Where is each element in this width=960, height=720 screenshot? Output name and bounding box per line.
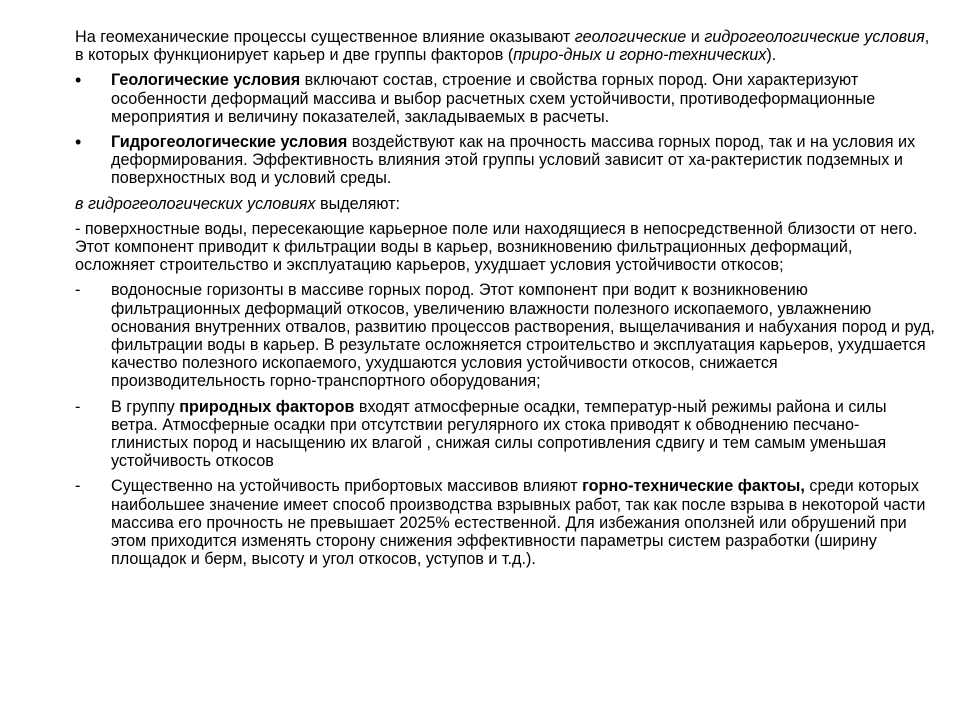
hydro-intro-italic: в гидрогеологических условиях bbox=[75, 194, 316, 213]
bullet-marker bbox=[75, 71, 95, 90]
technical-factors-text-2: среди которых наибольшее значение имеет способ производства взрывных работ, так как после взрыва в некоторой части массива его прочность не превышает 2025% естественной. Для избежания оползней или обрушений при этом приходится изменять сторону снижения эффективности параметры систем разработки (ширину площадок и берм, высоту и угол откосов, уступов и т.д.). bbox=[111, 477, 926, 569]
technical-factors-heading: горно-технические фактоы, bbox=[582, 477, 805, 496]
technical-factors-text-1: Существенно на устойчивость прибортовых массивов влияют bbox=[111, 477, 583, 496]
dash-marker: - bbox=[75, 281, 81, 300]
natural-factors-heading: природных факторов bbox=[179, 397, 355, 416]
hydro-intro-line bbox=[75, 195, 935, 213]
bullet-marker bbox=[75, 133, 95, 152]
bullet-geological-conditions bbox=[75, 71, 935, 126]
bullet-hydrogeological-conditions bbox=[75, 133, 935, 188]
geological-conditions-text: включают состав, строение и свойства горных пород. Они характеризуют особенности деформаций массива и выбор расчетных схем устойчивости, противодеформационные мероприятия и величину показателей, закладываемых в расчеты. bbox=[111, 71, 876, 126]
dash-item-aquifers bbox=[75, 281, 935, 390]
hydro-intro-text: выделяют: bbox=[315, 194, 401, 213]
dash-item-natural-factors bbox=[75, 398, 935, 471]
hydrogeological-conditions-text: воздействуют как на прочность массива горных пород, так и на условия их деформирования. Эффективность влияния этой группы условий зависит от ха-рактеристик подземных и поверхностных вод и условий среды. bbox=[111, 133, 916, 188]
bullet-dot-glyph: • bbox=[75, 70, 82, 91]
intro-paragraph bbox=[75, 28, 935, 64]
dash-marker: - bbox=[75, 477, 81, 496]
natural-factors-text-2: входят атмосферные осадки, температур-ный режимы района и силы ветра. Атмосферные осадки при отсутствии регулярного их стока приводят к обводнению песчано-глинистых пород и насыщению их влагой , снижая силы сопротивления сдвигу и тем самым уменьшая устойчивость откосов bbox=[111, 397, 887, 471]
slide-body bbox=[75, 28, 935, 575]
intro-text-4: ). bbox=[766, 46, 777, 65]
aquifers-text: водоносные горизонты в массиве горных пород. Этот компонент при водит к возникновению фильтрационных деформаций откосов, увеличению влажности полезного ископаемого, увлажнению основания внутренних отвалов, развитию процессов растворения, выщелачивания и набухания пород и руд, фильтрации воды в карьер. В результате осложняется строительство и эксплуатация карьеров, ухудшается качество полезного ископаемого, ухудшаются условия устойчивости откосов, снижается производительность горно-транспортного оборудования; bbox=[111, 281, 935, 391]
intro-hydrogeological-term: гидрогеологические условия bbox=[704, 28, 925, 46]
dash-marker: - bbox=[75, 397, 81, 416]
bullet-dot-glyph: • bbox=[75, 132, 82, 153]
intro-text-2: и bbox=[686, 28, 705, 46]
dash-item-technical-factors bbox=[75, 477, 935, 568]
intro-geological-term: геологические bbox=[574, 28, 687, 46]
hydrogeological-conditions-heading: Гидрогеологические условия bbox=[111, 133, 348, 152]
intro-text-3: , в которых функционирует карьер и две группы факторов ( bbox=[75, 28, 930, 65]
intro-factor-groups-term: приро-дных и горно-технических bbox=[513, 46, 767, 65]
intro-text-1: На геомеханические процессы существенное влияние оказывают bbox=[75, 28, 575, 46]
natural-factors-text-1: В группу bbox=[111, 397, 180, 416]
surface-water-paragraph: - поверхностные воды, пересекающие карьерное поле или находящиеся в непосредственной близости от него. Этот компонент приводит к фильтрации воды в карьер, возникновению фильтрационных деформаций, осложняет строительство и эксплуатацию карьеров, ухудшает условия устойчивости откосов; bbox=[75, 219, 918, 275]
geological-conditions-heading: Геологические условия bbox=[111, 71, 301, 90]
